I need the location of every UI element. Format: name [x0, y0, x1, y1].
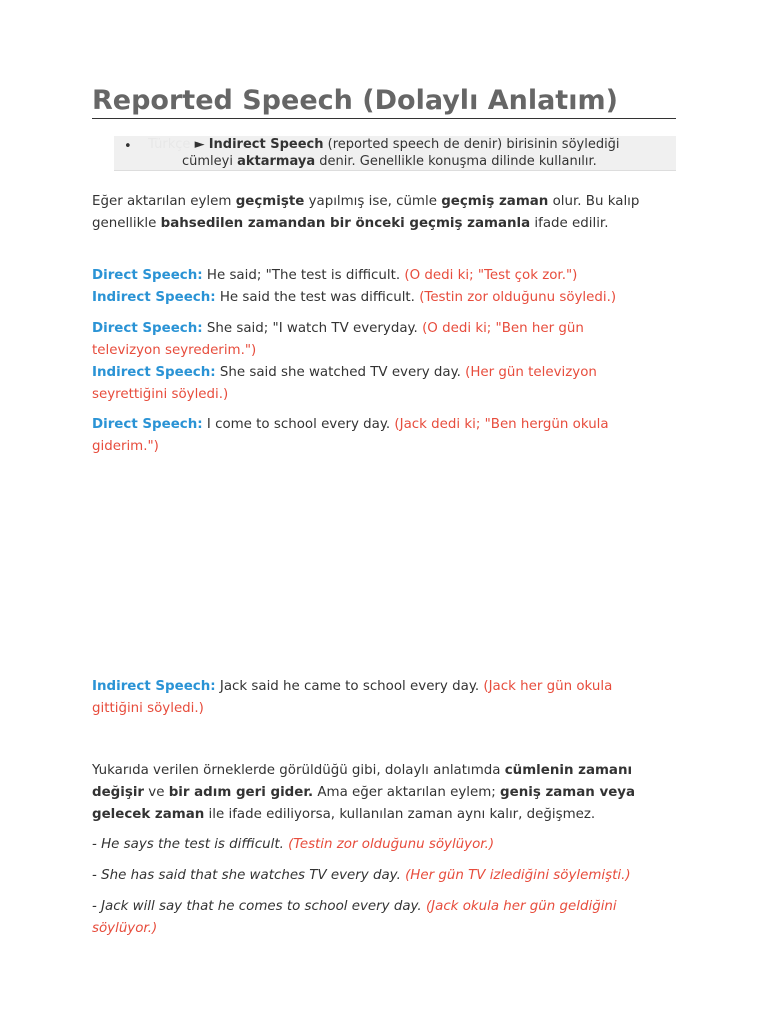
final-example-1 — [92, 834, 676, 856]
intro-text: ifade edilir. — [530, 216, 609, 231]
example-turkish: (Jack her gün okula — [483, 679, 613, 694]
example-english: Jack said he came to school every day. — [215, 679, 484, 694]
final-example-english: - He says the test is difficult. — [92, 837, 289, 852]
intro-text: Eğer aktarılan eylem — [92, 194, 236, 209]
final-example-turkish: (Her gün TV izlediğini söylemişti.) — [405, 868, 631, 883]
breadcrumb — [114, 136, 676, 171]
example-turkish: (O dedi ki; "Ben her gün — [422, 321, 584, 336]
breadcrumb-line-1 — [148, 137, 620, 153]
intro-text: olur. Bu kalıp — [548, 194, 640, 209]
intro-bold: geçmişte — [235, 194, 305, 209]
example-english: He said; "The test is difficult. — [202, 268, 405, 283]
summary-bold: cümlenin zamanı — [504, 763, 633, 778]
example-turkish: (Testin zor olduğunu söyledi.) — [419, 290, 617, 305]
example-turkish: televizyon seyrederim.") — [92, 343, 257, 358]
final-example-turkish: (Testin zor olduğunu söylüyor.) — [288, 837, 495, 852]
arrow-right-icon: ► — [194, 137, 205, 152]
final-example-turkish: söylüyor.) — [92, 921, 158, 936]
example-turkish: seyrettiğini söyledi.) — [92, 387, 229, 402]
page-title: Reported Speech (Dolaylı Anlatım) — [92, 84, 676, 119]
direct-speech-label: Direct Speech: — [92, 417, 203, 432]
intro-bold: bahsedilen zamandan bir önceki geçmiş zamanla — [160, 216, 531, 231]
example-english: She said; "I watch TV everyday. — [202, 321, 423, 336]
summary-bold: geniş zaman veya — [500, 785, 636, 800]
breadcrumb-line-2 — [182, 154, 597, 170]
indirect-speech-label: Indirect Speech: — [92, 679, 216, 694]
final-example-turkish: (Jack okula her gün geldiğini — [425, 899, 617, 914]
example-english: She said she watched TV every day. — [215, 365, 466, 380]
breadcrumb-term: Indirect Speech — [208, 137, 324, 152]
breadcrumb-link-turkce[interactable]: Türkçe — [148, 137, 191, 152]
direct-speech-label: Direct Speech: — [92, 268, 203, 283]
intro-text: yapılmış ise, cümle — [304, 194, 442, 209]
example-3-direct — [92, 414, 676, 458]
intro-bold: geçmiş zaman — [441, 194, 549, 209]
intro-text: genellikle — [92, 216, 161, 231]
breadcrumb-bold: aktarmaya — [237, 154, 316, 169]
summary-bold: bir adım geri gider. — [168, 785, 314, 800]
direct-speech-label: Direct Speech: — [92, 321, 203, 336]
breadcrumb-text: denir. Genellikle konuşma dilinde kullanılır. — [315, 154, 597, 169]
indirect-speech-label: Indirect Speech: — [92, 365, 216, 380]
final-example-english: - Jack will say that he comes to school every day. — [92, 899, 426, 914]
example-turkish: (O dedi ki; "Test çok zor.") — [404, 268, 578, 283]
summary-bold: gelecek zaman — [92, 807, 205, 822]
breadcrumb-text: (reported speech de denir) birisinin söylediği — [323, 137, 620, 152]
summary-text: Yukarıda verilen örneklerde görüldüğü gibi, dolaylı anlatımda — [92, 763, 505, 778]
example-turkish: giderim.") — [92, 439, 159, 454]
intro-paragraph — [92, 191, 676, 235]
example-english: He said the test was difficult. — [215, 290, 420, 305]
example-1 — [92, 265, 676, 309]
example-turkish: (Jack dedi ki; "Ben hergün okula — [394, 417, 609, 432]
bullet-icon: • — [124, 139, 132, 154]
final-example-english: - She has said that she watches TV every day. — [92, 868, 406, 883]
summary-text: Ama eğer aktarılan eylem; — [313, 785, 501, 800]
summary-bold: değişir — [92, 785, 145, 800]
summary-paragraph — [92, 760, 676, 826]
final-example-2 — [92, 865, 676, 887]
example-english: I come to school every day. — [202, 417, 395, 432]
example-3-indirect — [92, 676, 676, 720]
final-example-3 — [92, 896, 676, 940]
example-2 — [92, 318, 676, 406]
example-turkish: (Her gün televizyon — [465, 365, 597, 380]
summary-text: ile ifade ediliyorsa, kullanılan zaman aynı kalır, değişmez. — [204, 807, 596, 822]
summary-text: ve — [144, 785, 169, 800]
example-turkish: gittiğini söyledi.) — [92, 701, 204, 716]
breadcrumb-text: cümleyi — [182, 154, 238, 169]
indirect-speech-label: Indirect Speech: — [92, 290, 216, 305]
